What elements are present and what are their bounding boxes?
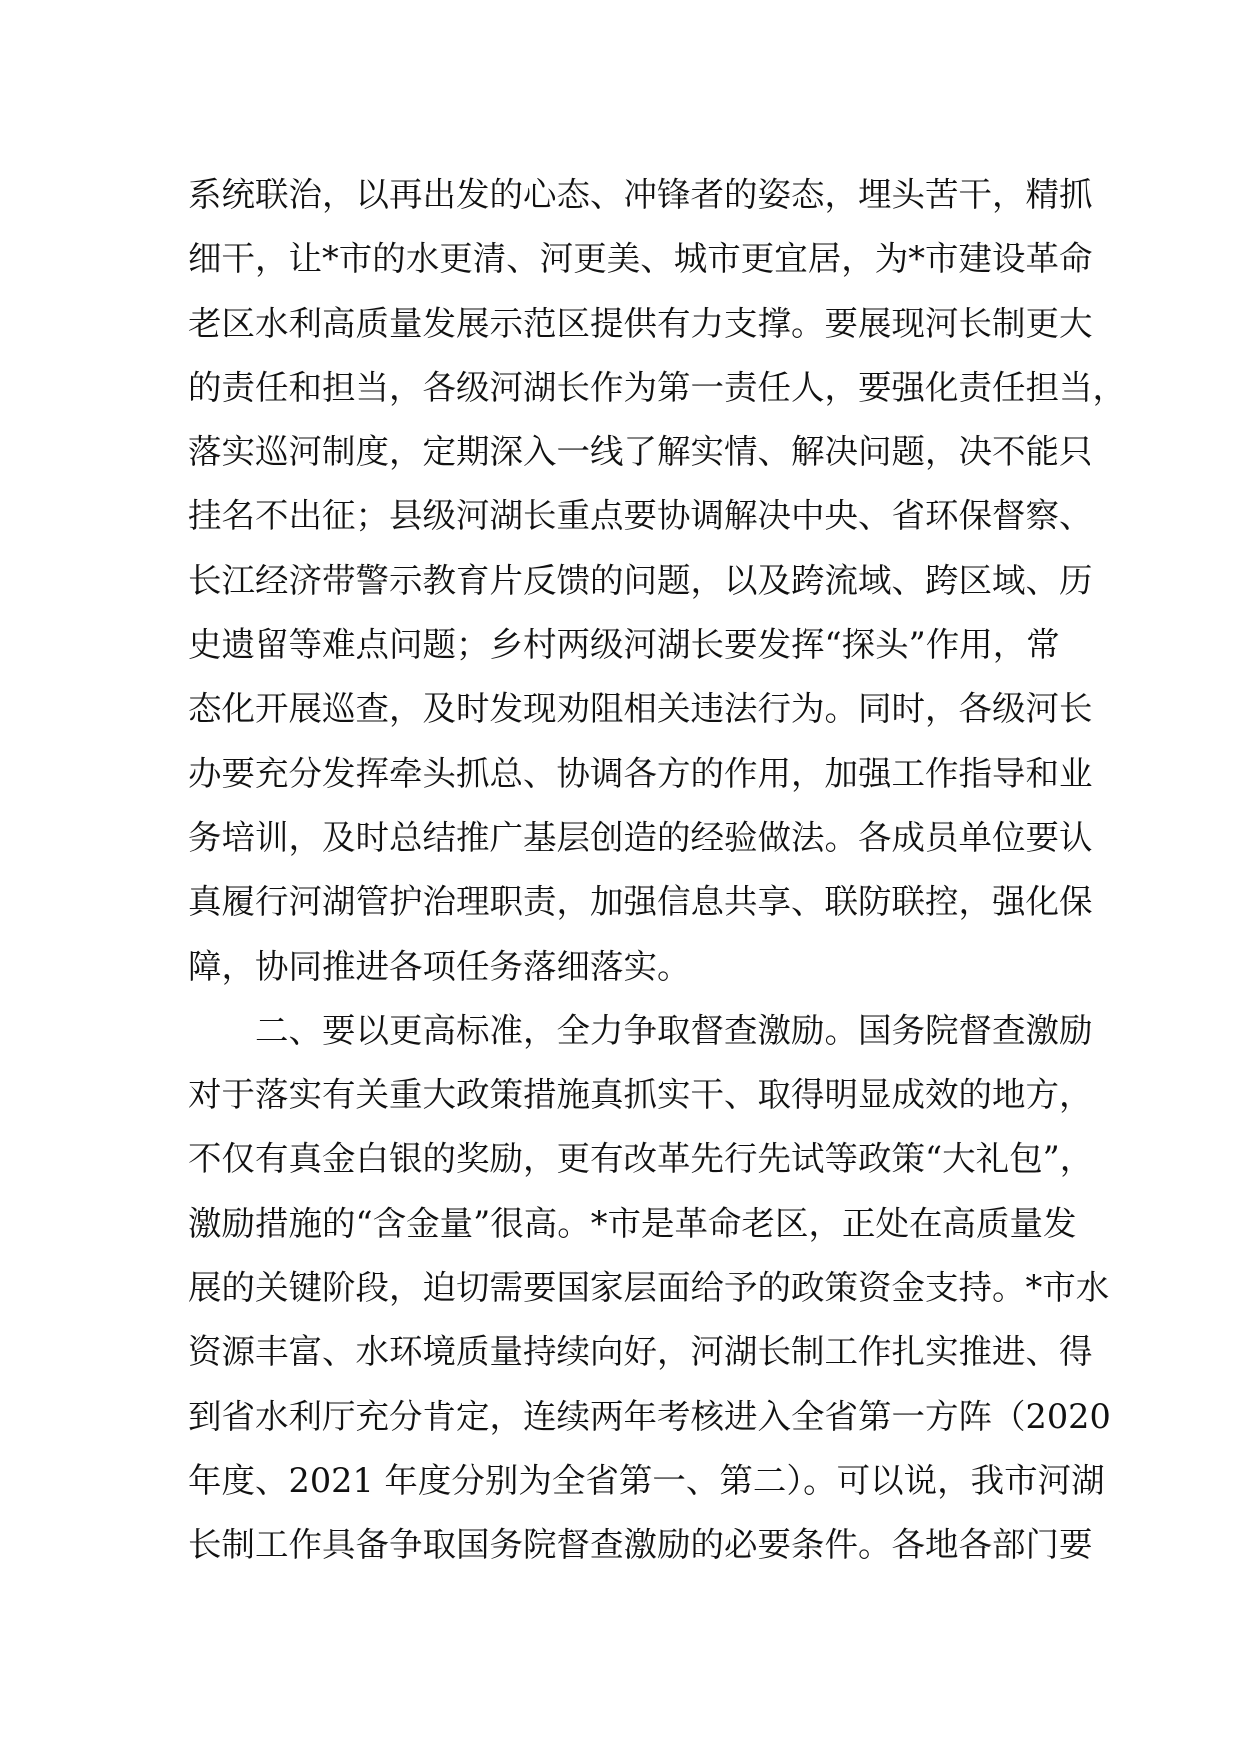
text-line: 年度、2021 年度分别为全省第一、第二）。可以说，我市河湖 [188, 1460, 1105, 1500]
text-line: 挂名不出征；县级河湖长重点要协调解决中央、省环保督察、 [188, 496, 1093, 536]
text-line: 史遗留等难点问题；乡村两级河湖长要发挥“探头”作用，常 [188, 625, 1060, 665]
text-line: 细干，让*市的水更清、河更美、城市更宜居，为*市建设革命 [188, 239, 1093, 279]
text-line: 展的关键阶段，迫切需要国家层面给予的政策资金支持。*市水 [188, 1268, 1110, 1308]
text-line: 长江经济带警示教育片反馈的问题，以及跨流域、跨区域、历 [188, 560, 1093, 600]
text-line: 对于落实有关重大政策措施真抓实干、取得明显成效的地方， [188, 1075, 1093, 1115]
text-line: 长制工作具备争取国务院督查激励的必要条件。各地各部门要 [188, 1525, 1093, 1565]
text-line: 老区水利高质量发展示范区提供有力支撑。要展现河长制更大 [188, 303, 1093, 343]
text-line: 态化开展巡查，及时发现劝阻相关违法行为。同时，各级河长 [188, 689, 1093, 729]
text-line: 资源丰富、水环境质量持续向好，河湖长制工作扎实推进、得 [188, 1332, 1093, 1372]
text-line: 到省水利厅充分肯定，连续两年考核进入全省第一方阵（2020 [188, 1396, 1111, 1436]
body-text [188, 163, 1126, 1578]
text-line: 不仅有真金白银的奖励，更有改革先行先试等政策“大礼包”， [188, 1139, 1094, 1179]
text-line: 落实巡河制度，定期深入一线了解实情、解决问题，决不能只 [188, 432, 1093, 472]
text-line: 激励措施的“含金量”很高。*市是革命老区，正处在高质量发 [188, 1203, 1077, 1243]
section-heading-line: 二、要以更高标准，全力争取督查激励。国务院督查激励 [255, 1010, 1093, 1050]
text-line: 真履行河湖管护治理职责，加强信息共享、联防联控，强化保 [188, 882, 1093, 922]
text-line: 办要充分发挥牵头抓总、协调各方的作用，加强工作指导和业 [188, 753, 1093, 793]
text-line: 的责任和担当，各级河湖长作为第一责任人，要强化责任担当， [188, 367, 1126, 407]
text-line: 系统联治，以再出发的心态、冲锋者的姿态，埋头苦干，精抓 [188, 175, 1093, 214]
text-line: 务培训，及时总结推广基层创造的经验做法。各成员单位要认 [188, 817, 1093, 857]
text-line: 障，协同推进各项任务落细落实。 [188, 946, 691, 986]
